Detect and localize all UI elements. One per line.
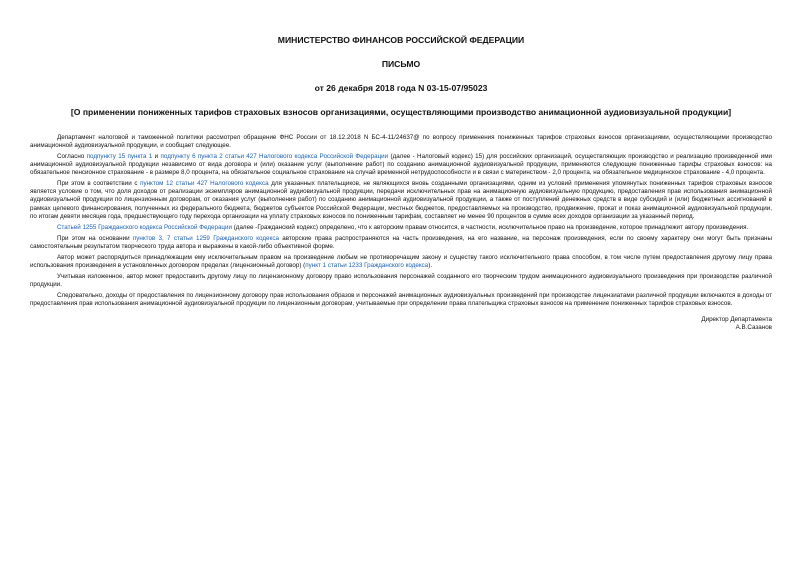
signature-position: Директор Департамента xyxy=(701,316,772,324)
document-type: ПИСЬМО xyxy=(381,59,421,69)
text-span: (далее - Налоговый кодекс) 15) для российских организаций, осуществляющих производство и реализацию произведенной ими анимационной аудиовизуальной продукции независимо от вида договора и (или) оказание услуг (выполнение работ) по созданию анимационной аудиовизуальной продукции, применяются следующие пониженные тарифы страховых взносов: на обязательное пенсионное страхование - в размере 8,0 процента, на обязательное социальное страхование на случай временной нетрудоспособности и в связи с материнством - 2,0 процента, на обязательное медицинское страхование - 4,0 процента. xyxy=(30,153,772,177)
document-date-number: от 26 декабря 2018 года N 03-15-07/95023 xyxy=(314,83,488,93)
text-span: При этом в соответствии с xyxy=(57,180,141,188)
link-article-1255-civil-code[interactable]: Статьей 1255 Гражданского кодекса Российской Федерации xyxy=(57,223,232,231)
link-subparagraph-15[interactable]: подпункту 15 пункта 1 xyxy=(86,153,153,161)
text-span: Согласно xyxy=(57,153,87,161)
text-span: для указанных плательщиков, не являющихся вновь созданными организациями, одним из условий применения упомянутых пониженных тарифов страховых взносов является условие о том, что доля доходов от реализации экземпляров анимационной аудиовизуальной продукции, передачи исключительных прав на анимационную аудиовизуальную продукцию, предоставления прав использования анимационной аудиовизуальной продукции по лицензионным договорам, от оказания услуг (выполнения работ) по созданию анимационной аудиовизуальной продукции, а также от поступлений денежных средств в виде субсидий и (или) бюджетных ассигнований в рамках целевого финансирования, полученных из федерального бюджета, бюджетов субъектов Российской Федерации, местных бюджетов, предоставляемых на производство, продвижение, прокат и показ анимационной аудиовизуальной продукции, по итогам девяти месяцев года, предшествующего году перехода организации на уплату страховых взносов по пониженным тарифам, составляет не менее 90 процентов в сумме всех доходов организации за указанный период. xyxy=(30,180,773,220)
document-page xyxy=(30,28,772,332)
link-article-427-point-12[interactable]: пунктом 12 статьи 427 Налогового кодекса xyxy=(140,180,269,188)
link-article-1259-civil-code[interactable]: пунктов 3, 7 статьи 1259 Гражданского кодекса xyxy=(132,234,279,242)
text-span: авторские права распространяются на часть произведения, на его название, на персонаж произведения, если по своему характеру они могут быть признаны самостоятельным результатом творческого труда автора и выражены в какой-либо объективной форме. xyxy=(30,234,772,250)
link-article-1233-civil-code[interactable]: пункт 1 статьи 1233 Гражданского кодекса xyxy=(305,261,429,269)
text-span: ). xyxy=(428,261,433,269)
text-span: и xyxy=(152,153,161,161)
paragraph-8: Следовательно, доходы от предоставления по лицензионному договору прав использования образов и персонажей анимационных аудиовизуальных произведений при производстве лицензиатами различной продукции включаются в доходы от предоставления прав использования анимационной аудиовизуальной продукции по лицензионным договорам, учитываемые при определении права плательщика страховых взносов на применение пониженных тарифов страховых взносов. xyxy=(30,291,772,307)
paragraph-7: Учитывая изложенное, автор может предоставить другому лицу по лицензионному договору право использования персонажей созданного его творческим трудом анимационного аудиовизуального произведения при производстве различной продукции. xyxy=(30,272,772,288)
paragraph-5 xyxy=(30,235,772,251)
text-span: (далее -Гражданский кодекс) определено, что к авторским правам относится, в частности, исключительное право на произведение, которое принадлежит автору произведения. xyxy=(231,223,749,231)
link-article-427-tax-code[interactable]: подпункту 6 пункта 2 статьи 427 Налогового кодекса Российской Федерации xyxy=(160,153,389,161)
paragraph-4 xyxy=(30,224,772,232)
document-body xyxy=(30,134,772,308)
ministry-heading: МИНИСТЕРСТВО ФИНАНСОВ РОССИЙСКОЙ ФЕДЕРАЦИИ xyxy=(277,35,525,45)
signature-block xyxy=(30,316,772,332)
signature-name: А.В.Сазанов xyxy=(735,324,772,332)
paragraph-3 xyxy=(30,180,772,220)
document-subject: [О применении пониженных тарифов страховых взносов организациями, осуществляющими производство анимационной аудиовизуальной продукции] xyxy=(70,107,732,117)
paragraph-6 xyxy=(30,254,772,270)
text-span: При этом на основании xyxy=(57,234,133,242)
text-span: Автор может распорядиться принадлежащим ему исключительным правом на произведение любым не противоречащим закону и существу такого исключительного права способом, в том числе путем предоставления другому лицу права использования произведения в установленных договором пределах (лицензионный договор) ( xyxy=(30,253,772,269)
paragraph-1: Департамент налоговой и таможенной политики рассмотрел обращение ФНС России от 18.12.2018 N БС-4-11/24637@ по вопросу применения пониженных тарифов страховых взносов организациями, осуществляющими производство анимационной аудиовизуальной продукции, и сообщает следующее. xyxy=(30,134,772,150)
paragraph-2 xyxy=(30,153,772,177)
